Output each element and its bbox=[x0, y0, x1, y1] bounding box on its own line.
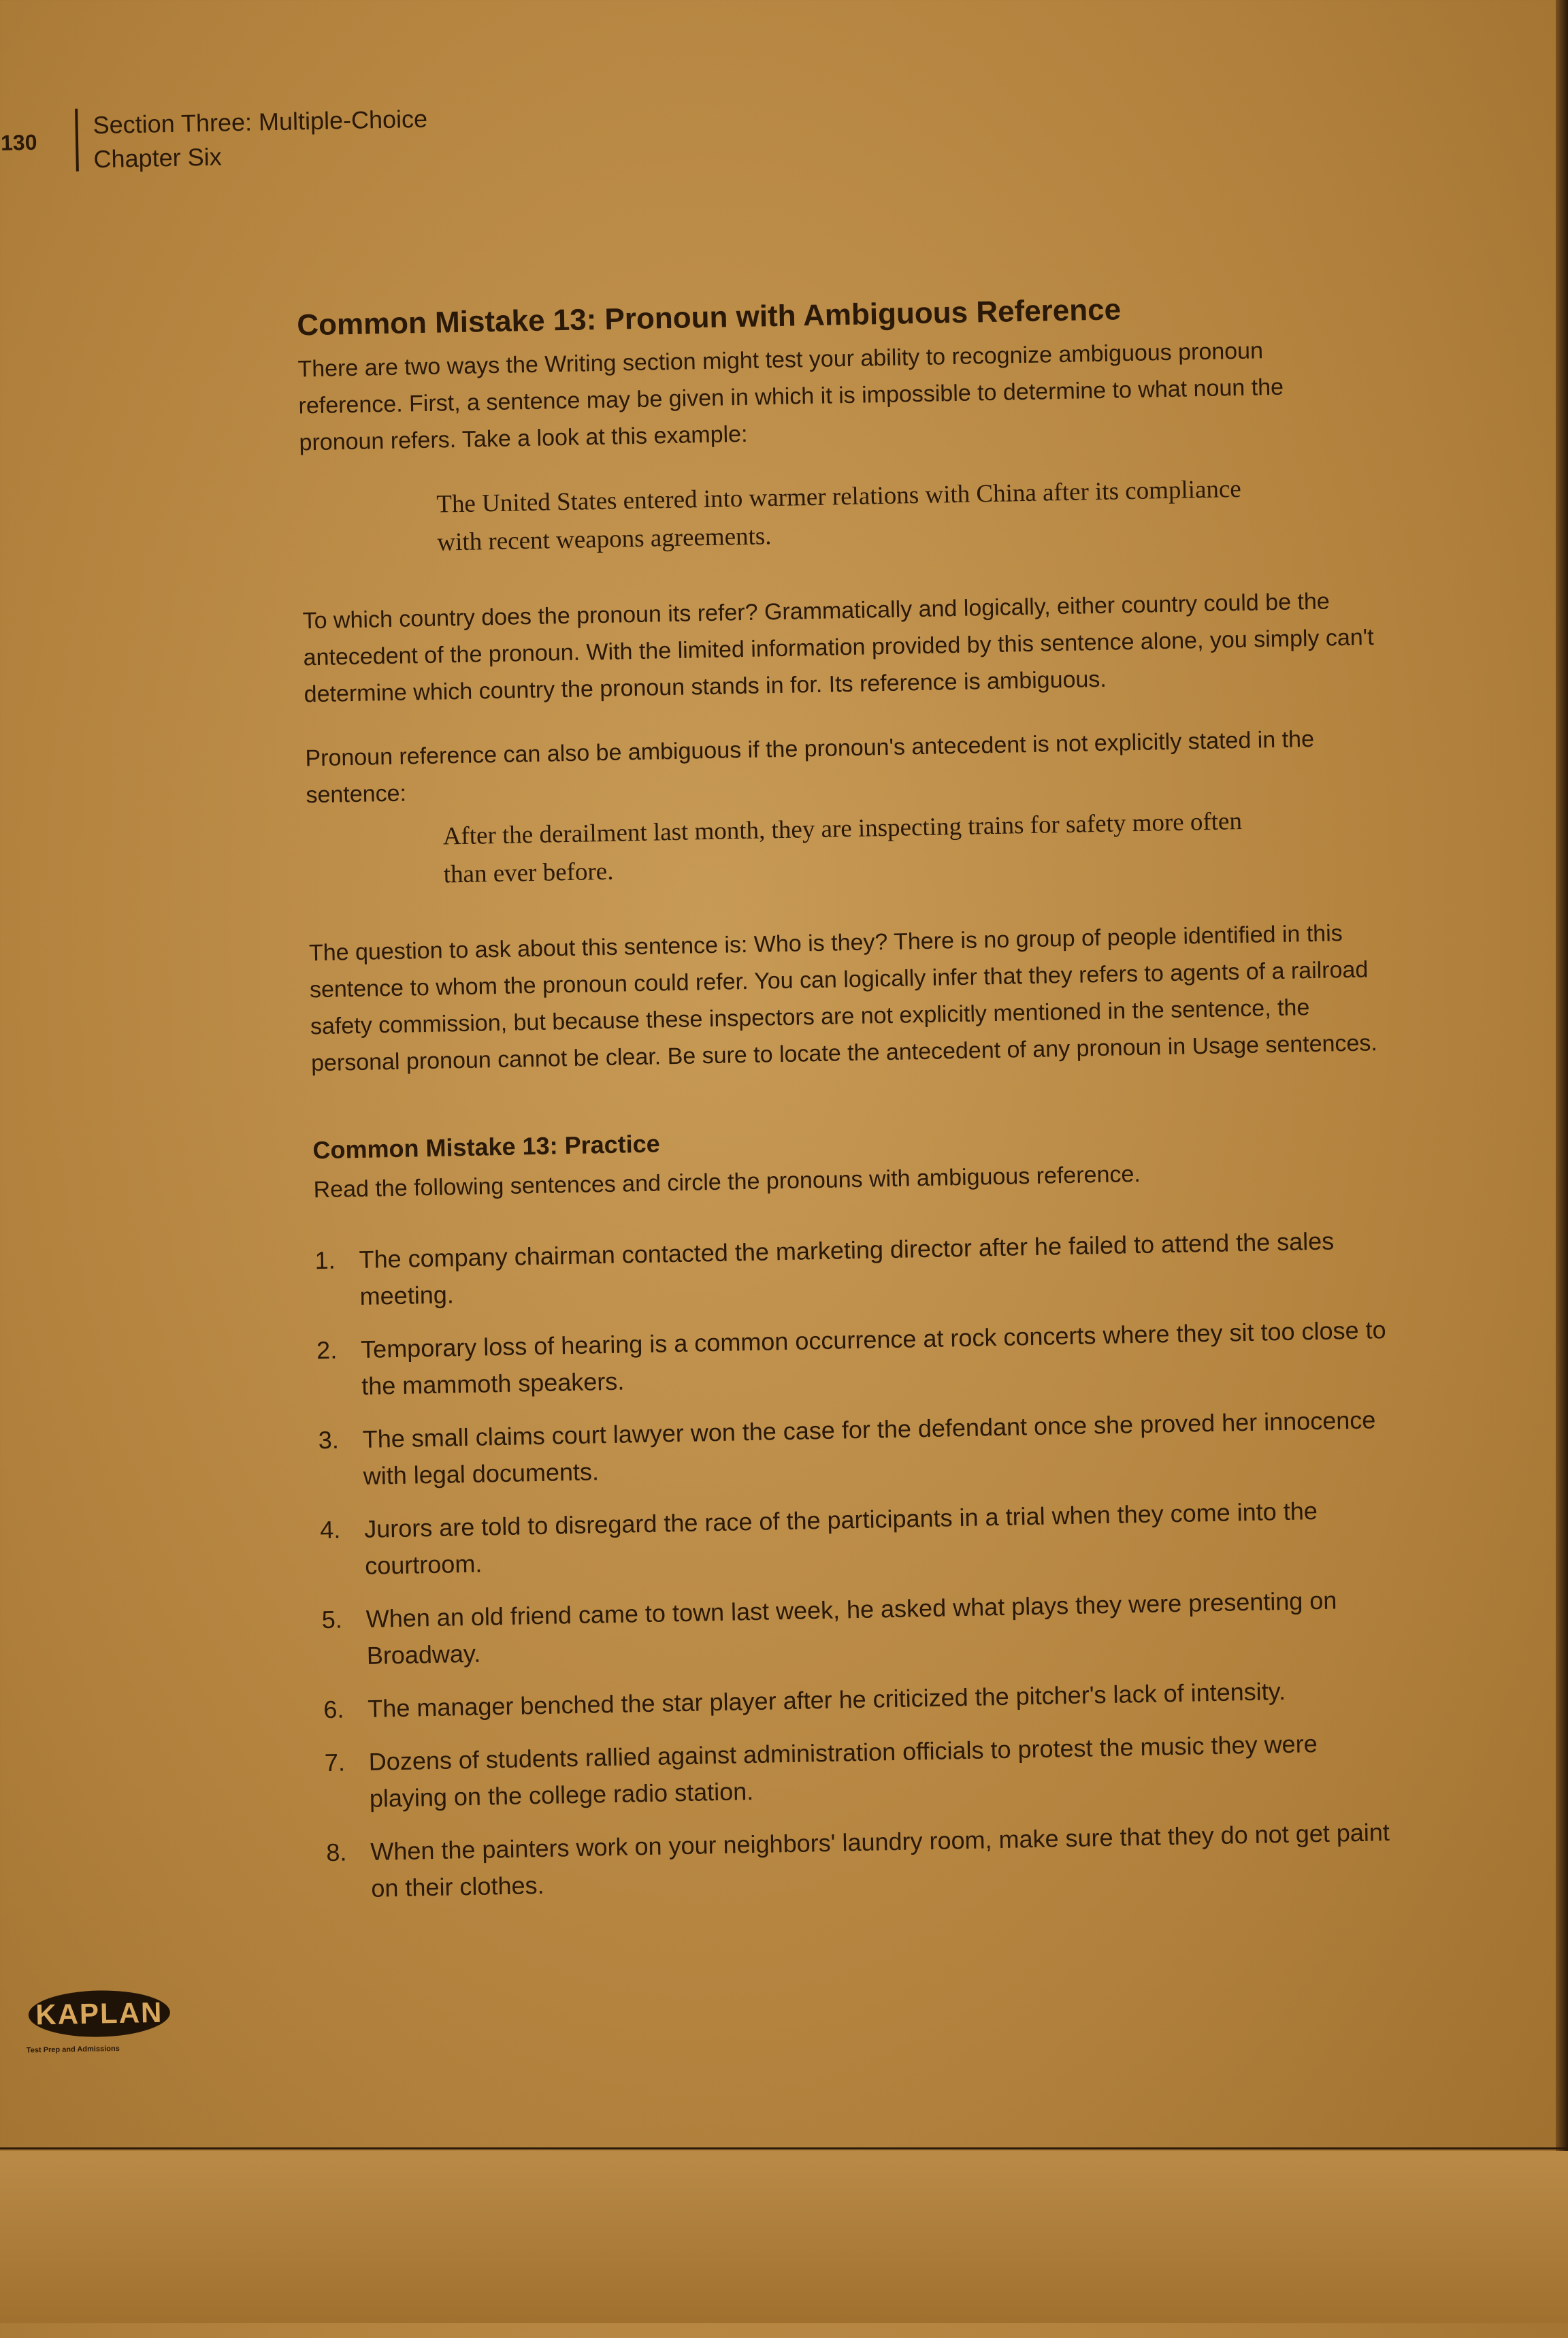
list-item: 3. The small claims court lawyer won the case for the defendant once she proved her innocence with legal documents. bbox=[318, 1406, 1376, 1490]
main-content bbox=[297, 288, 1403, 1924]
example-sentence-2: After the derailment last month, they are inspecting trains for safety more often than ever before. bbox=[442, 807, 1243, 889]
paragraph-3: Pronoun reference can also be ambiguous if the pronoun's antecedent is not explicitly stated in the sentence: bbox=[305, 726, 1315, 809]
list-item: 8. When the painters work on your neighbors' laundry room, make sure that they do not get paint on their clothes. bbox=[325, 1818, 1390, 1902]
list-item: 5. When an old friend came to town last week, he asked what plays they were presenting on Broadway. bbox=[321, 1586, 1337, 1670]
paragraph-4: The question to ask about this sentence is: Who is they? There is no group of people identified in this sentence to whom the pronoun could refer. You can logically infer that they refers to agents of a railroad safety commission, but because these inspectors are not explicitly mentioned in the sentence, the personal pronoun cannot be clear. Be sure to locate the antecedent of any pronoun in Usage sentences. bbox=[308, 920, 1378, 1077]
section-title: Section Three: Multiple-Choice bbox=[93, 104, 428, 140]
list-item: 4. Jurors are told to disregard the race of the participants in a trial when they come into the courtroom. bbox=[319, 1497, 1318, 1580]
example-sentence-1: The United States entered into warmer relations with China after its compliance with recent weapons agreements. bbox=[436, 474, 1242, 557]
header-text bbox=[93, 102, 428, 176]
section-heading: Common Mistake 13: Pronoun with Ambiguous Reference bbox=[296, 293, 1122, 342]
header-divider bbox=[75, 109, 79, 172]
chapter-title: Chapter Six bbox=[93, 142, 222, 174]
next-page-edge bbox=[0, 2151, 1568, 2323]
practice-heading: Common Mistake 13: Practice bbox=[312, 1129, 661, 1165]
list-item: 1. The company chairman contacted the marketing director after he failed to attend the sales meeting. bbox=[314, 1227, 1335, 1310]
page-number: 130 bbox=[0, 129, 37, 155]
page-bottom-edge bbox=[0, 2147, 1568, 2149]
running-header bbox=[0, 102, 428, 178]
intro-paragraph: There are two ways the Writing section might test your ability to recognize ambiguous pronoun reference. First, a sentence may be given in which it is impossible to determine to what noun the pronoun refers. Take a look at this example: bbox=[297, 338, 1284, 456]
practice-instructions: Read the following sentences and circle the pronouns with ambiguous reference. bbox=[313, 1160, 1141, 1203]
page-edge bbox=[1556, 0, 1568, 2151]
kaplan-logo: KAPLAN bbox=[28, 1990, 170, 2039]
paragraph-2: To which country does the pronoun its refer? Grammatically and logically, either country could be the antecedent of the pronoun. With the limited information provided by this sentence alone, you simply can't determine which country the pronoun stands in for. Its reference is ambiguous. bbox=[302, 588, 1375, 708]
list-item: 6. The manager benched the star player after he criticized the pitcher's lack of intensity. bbox=[323, 1676, 1286, 1724]
list-item: 7. Dozens of students rallied against administration officials to protest the music they were playing on the college radio station. bbox=[324, 1730, 1318, 1813]
list-item: 2. Temporary loss of hearing is a common occurrence at rock concerts where they sit too close to the mammoth speakers. bbox=[316, 1316, 1386, 1400]
logo-tagline: Test Prep and Admissions bbox=[26, 2044, 120, 2055]
practice-list bbox=[314, 1222, 1402, 1908]
